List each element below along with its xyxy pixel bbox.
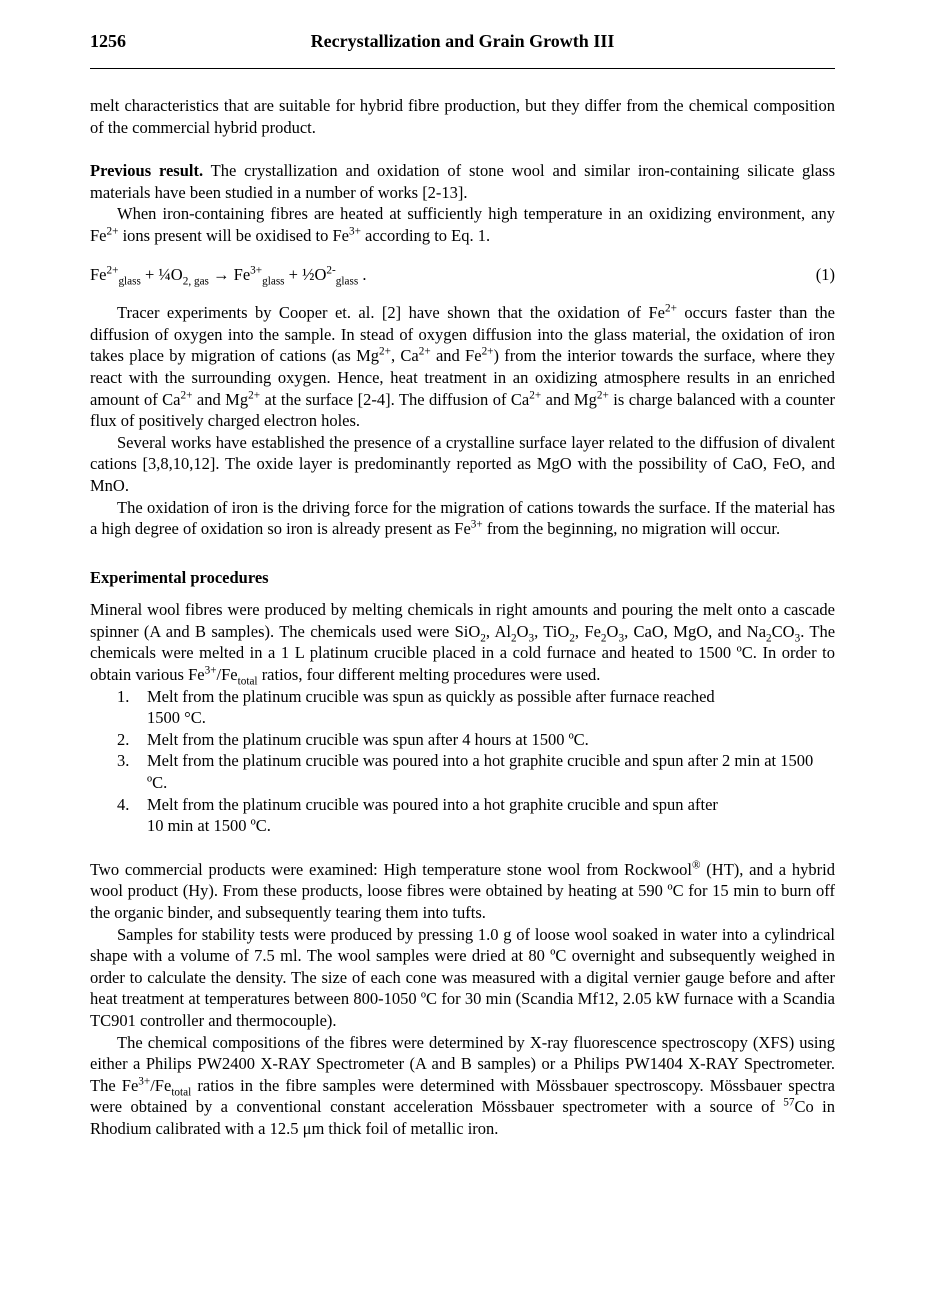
- equation-body: $Fe^{2+}_{glass}$ + $\frac{1}{4}O_{2, gas} \to Fe^{3+}_{glass}$ + $\frac{1}{2}O^{2-}_{glass}$ .: [90, 264, 367, 287]
- list-item-3: [90, 750, 835, 793]
- list-item-2: [90, 729, 835, 751]
- page-header: [90, 30, 835, 52]
- equation-1: [90, 264, 835, 286]
- list-item-number: 4.: [117, 794, 130, 814]
- paragraph-melting-procedures: Mineral wool fibres were produced by melting chemicals in right amounts and pouring the melt onto a cascade spinner (A and B samples). The chemicals used were SiO$_2$, $Al_2O_3$, TiO$_2$, $Fe_2O_3$, CaO, MgO, and $Na_2CO_3$. The chemicals were melted in a 1 L platinum crucible placed in a cold furnace and heated to 1500 ºC. In order to obtain various $Fe^{3+}/Fe_{total}$ ratios, four different melting procedures were used.: [90, 600, 836, 688]
- paragraph-stability-samples: Samples for stability tests were produced by pressing 1.0 g of loose wool soaked in water into a cylindrical shape with a volume of 7.5 ml. The wool samples were dried at 80 ºC overnight and subsequently weighed in order to calculate the density. The size of each cone was measured with a digital vernier gauge before and after heat treatment at temperatures between 800-1050 ºC for 30 min (Scandia Mf12, 2.05 kW furnace with a Scandia TC901 controller and thermocouple).: [90, 924, 835, 1030]
- page-number: 1256: [90, 31, 126, 51]
- paragraph-tracer-experiments: Tracer experiments by Cooper et. al. [2] have shown that the oxidation of $Fe^{2+}$ occurs faster than the diffusion of oxygen into the sample. In stead of oxygen diffusion into the glass material, the oxidation of iron takes place by migration of cations (as $Mg^{2+}$, $Ca^{2+}$ and $Fe^{2+}$) from the interior towards the surface, where they react with the surrounding oxygen. Hence, heat treatment in an oxidizing atmosphere results in an enriched amount of $Ca^{2+}$ and $Mg^{2+}$ at the surface [2-4]. The diffusion of $Ca^{2+}$ and $Mg^{2+}$ is charge balanced with a counter flux of positively charged electron holes.: [90, 302, 835, 431]
- paragraph-commercial-products: Two commercial products were examined: High temperature stone wool from Rockwool® (HT), and a hybrid wool product (Hy). From these products, loose fibres were obtained by heating at 590 ºC for 15 min to burn off the organic binder, and subsequently tearing them into tufts.: [90, 859, 835, 922]
- list-item-text: Melt from the platinum crucible was spun as quickly as possible after furnace reached 1500 °C.: [147, 686, 715, 728]
- paragraph-intro: melt characteristics that are suitable for hybrid fibre production, but they differ from the chemical composition of the commercial hybrid product.: [90, 96, 835, 137]
- list-item-4: [90, 794, 835, 837]
- list-item-text: Melt from the platinum crucible was poured into a hot graphite crucible and spun after 2 min at 1500 ºC.: [147, 751, 814, 793]
- melting-procedures-list: [90, 686, 835, 837]
- page-title: Recrystallization and Grain Growth III: [310, 31, 615, 51]
- list-item-1: [90, 686, 835, 729]
- section-heading-experimental-procedures: Experimental procedures: [90, 567, 269, 587]
- list-item-text: Melt from the platinum crucible was spun after 4 hours at 1500 ºC.: [147, 729, 589, 749]
- list-item-number: 1.: [117, 686, 130, 706]
- paragraph-chemical-composition: The chemical compositions of the fibres were determined by X-ray fluorescence spectroscopy (XFS) using either a Philips PW2400 X-RAY Spectrometer (A and B samples) or a Philips PW1404 X-RAY Spectrometer. The $Fe^{3+}/Fe_{total}$ ratios in the fibre samples were determined with Mössbauer spectroscopy. Mössbauer spectra were obtained by a conventional constant acceleration Mössbauer spectrometer with a source of $^{57}$Co in Rhodium calibrated with a 12.5 μm thick foil of metallic iron.: [90, 1032, 836, 1138]
- list-item-text: Melt from the platinum crucible was poured into a hot graphite crucible and spun after 10 min at 1500 ºC.: [147, 794, 718, 836]
- list-item-number: 2.: [117, 729, 130, 749]
- paragraph-previous-result: Previous result. The crystallization and oxidation of stone wool and similar iron-containing silicate glass materials have been studied in a number of works [2-13].: [90, 161, 835, 202]
- paragraph-oxidation-driving-force: The oxidation of iron is the driving force for the migration of cations towards the surface. If the material has a high degree of oxidation so iron is already present as $Fe^{3+}$ from the beginning, no migration will occur.: [90, 497, 835, 539]
- equation-number: (1): [815, 264, 835, 284]
- list-item-number: 3.: [117, 751, 130, 771]
- paragraph-surface-layer: Several works have established the presence of a crystalline surface layer related to the diffusion of divalent cations [3,8,10,12]. The oxide layer is predominantly reported as MgO with the possibility of CaO, FeO, and MnO.: [90, 432, 835, 495]
- paragraph-when-heated: When iron-containing fibres are heated at sufficiently high temperature in an oxidizing environment, any $Fe^{2+}$ ions present will be oxidised to $Fe^{3+}$ according to Eq. 1.: [90, 204, 835, 245]
- header-rule: [90, 68, 835, 69]
